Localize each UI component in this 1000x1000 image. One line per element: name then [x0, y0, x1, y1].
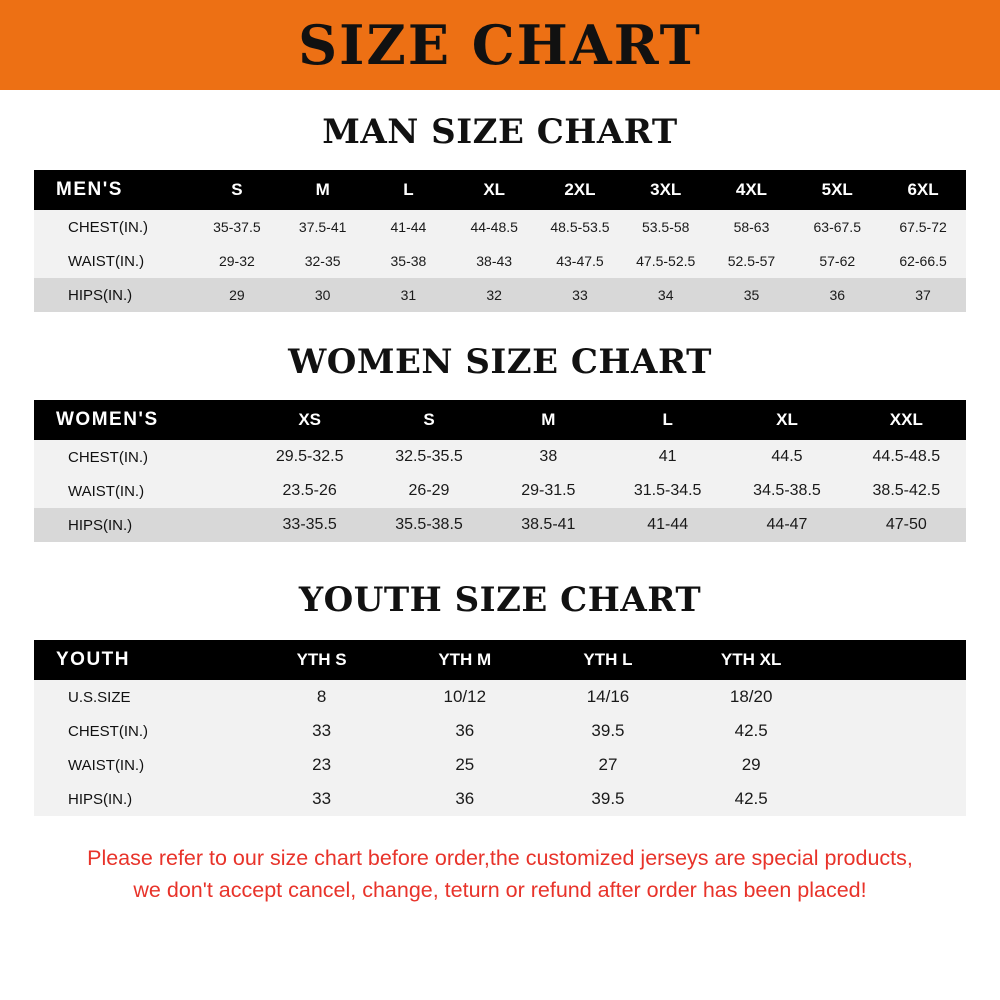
- man-chest-xl: 44-48.5: [470, 219, 518, 235]
- man-waist-l: 35-38: [390, 253, 427, 269]
- women-header-label: WOMEN'S: [56, 409, 159, 430]
- women-chest-s: 32.5-35.5: [395, 448, 463, 465]
- table-row: [34, 244, 966, 278]
- youth-ussize-l: 14/16: [586, 687, 630, 706]
- table-row: [34, 278, 966, 312]
- table-row: [34, 508, 966, 542]
- women-col-xs: XS: [298, 410, 321, 429]
- youth-table-header: [34, 640, 966, 680]
- man-table-body: [34, 210, 966, 312]
- women-waist-xl: 34.5-38.5: [753, 482, 821, 499]
- man-col-l: L: [403, 180, 414, 199]
- man-hips-4xl: 35: [743, 287, 760, 303]
- youth-table-body: [34, 680, 966, 816]
- women-hips-s: 35.5-38.5: [395, 516, 463, 533]
- man-row-label-chest: CHEST(IN.): [68, 218, 148, 236]
- man-col-m: M: [315, 180, 330, 199]
- youth-col-s: YTH S: [296, 650, 347, 669]
- man-col-4xl: 4XL: [735, 180, 768, 199]
- women-size-table: [34, 400, 966, 542]
- youth-hips-l: 39.5: [591, 789, 625, 808]
- women-table-wrap: [34, 400, 966, 542]
- women-chest-xxl: 44.5-48.5: [872, 448, 941, 465]
- man-waist-m: 32-35: [304, 253, 341, 269]
- man-col-2xl: 2XL: [564, 180, 596, 199]
- women-waist-s: 26-29: [408, 482, 450, 499]
- youth-hips-s: 33: [312, 789, 332, 808]
- youth-ussize-m: 10/12: [443, 687, 487, 706]
- youth-waist-m: 25: [455, 755, 475, 774]
- man-hips-s: 29: [229, 287, 245, 303]
- women-hips-xxl: 47-50: [885, 516, 927, 533]
- footer-note: [20, 842, 980, 907]
- women-row-label-chest: CHEST(IN.): [68, 448, 148, 466]
- man-table-header: [34, 170, 966, 210]
- youth-size-table: [34, 640, 966, 816]
- man-hips-2xl: 33: [572, 287, 588, 303]
- youth-cell-spacer: [823, 680, 966, 714]
- table-header-row: [34, 640, 966, 680]
- man-waist-4xl: 52.5-57: [727, 253, 776, 269]
- man-chest-3xl: 53.5-58: [641, 219, 690, 235]
- youth-header-label: YOUTH: [56, 649, 130, 670]
- women-waist-xxl: 38.5-42.5: [872, 482, 941, 499]
- man-col-5xl: 5XL: [821, 180, 853, 199]
- youth-row-label-hips: HIPS(IN.): [68, 790, 133, 808]
- man-chest-m: 37.5-41: [298, 219, 347, 235]
- man-waist-6xl: 62-66.5: [899, 253, 947, 269]
- man-chest-5xl: 63-67.5: [813, 219, 861, 235]
- man-hips-3xl: 34: [657, 287, 674, 303]
- man-col-xl: XL: [483, 180, 506, 199]
- man-waist-xl: 38-43: [476, 253, 513, 269]
- women-table-body: [34, 440, 966, 542]
- youth-hips-xl: 42.5: [734, 789, 768, 808]
- table-row: [34, 680, 966, 714]
- youth-waist-s: 23: [312, 755, 332, 774]
- women-hips-xl: 44-47: [766, 516, 808, 533]
- man-hips-xl: 32: [486, 287, 502, 303]
- women-chest-l: 41: [658, 448, 677, 465]
- youth-chest-l: 39.5: [591, 721, 625, 740]
- women-chest-xs: 29.5-32.5: [275, 448, 344, 465]
- man-header-label: MEN'S: [56, 179, 123, 200]
- women-row-label-waist: WAIST(IN.): [68, 482, 145, 500]
- table-row: [34, 474, 966, 508]
- women-col-m: M: [541, 410, 556, 429]
- table-row: [34, 748, 966, 782]
- women-col-xxl: XXL: [889, 410, 923, 429]
- man-hips-l: 31: [400, 287, 417, 303]
- youth-cell-spacer: [823, 782, 966, 816]
- footer-note-line-2: we don't accept cancel, change, teturn or refund after order has been placed!: [133, 878, 867, 903]
- man-hips-5xl: 36: [829, 287, 846, 303]
- table-row: [34, 210, 966, 244]
- table-header-row: [34, 400, 966, 440]
- man-waist-2xl: 43-47.5: [556, 253, 604, 269]
- women-col-s: S: [423, 410, 435, 429]
- women-chest-xl: 44.5: [771, 448, 803, 465]
- page-banner: [0, 0, 1000, 90]
- table-header-row: [34, 170, 966, 210]
- table-row: [34, 782, 966, 816]
- youth-waist-xl: 29: [741, 755, 761, 774]
- youth-row-label-chest: CHEST(IN.): [68, 722, 148, 740]
- section-title-youth: YOUTH SIZE CHART: [298, 580, 702, 620]
- women-hips-m: 38.5-41: [521, 516, 576, 533]
- footer-note-line-1: Please refer to our size chart before order,the customized jerseys are special products,: [87, 846, 913, 870]
- table-row: [34, 714, 966, 748]
- man-chest-s: 35-37.5: [213, 219, 261, 235]
- women-chest-m: 38: [539, 448, 558, 465]
- youth-hips-m: 36: [455, 789, 475, 808]
- women-hips-l: 41-44: [647, 516, 689, 533]
- youth-col-xl: YTH XL: [720, 650, 782, 669]
- youth-waist-l: 27: [598, 755, 618, 774]
- women-col-xl: XL: [776, 410, 798, 429]
- youth-chest-m: 36: [455, 721, 475, 740]
- women-hips-xs: 33-35.5: [282, 516, 337, 533]
- man-size-table: [34, 170, 966, 312]
- man-chest-2xl: 48.5-53.5: [550, 219, 610, 235]
- women-table-header: [34, 400, 966, 440]
- man-row-label-waist: WAIST(IN.): [68, 252, 145, 270]
- youth-table-wrap: [34, 640, 966, 816]
- man-hips-6xl: 37: [915, 287, 931, 303]
- man-col-3xl: 3XL: [650, 180, 682, 199]
- man-row-label-hips: HIPS(IN.): [68, 286, 133, 304]
- man-waist-3xl: 47.5-52.5: [636, 253, 696, 269]
- man-col-s: S: [231, 180, 243, 199]
- women-waist-xs: 23.5-26: [282, 482, 337, 499]
- youth-cell-spacer: [823, 748, 966, 782]
- youth-col-m: YTH M: [438, 650, 492, 669]
- man-waist-s: 29-32: [218, 253, 255, 269]
- youth-ussize-xl: 18/20: [729, 687, 773, 706]
- man-waist-5xl: 57-62: [819, 253, 856, 269]
- youth-ussize-s: 8: [316, 687, 327, 706]
- youth-row-label-waist: WAIST(IN.): [68, 756, 145, 774]
- women-col-l: L: [662, 410, 673, 429]
- women-row-label-hips: HIPS(IN.): [68, 516, 133, 534]
- women-waist-l: 31.5-34.5: [633, 482, 702, 499]
- page-title: SIZE CHART: [298, 13, 702, 77]
- youth-cell-spacer: [823, 714, 966, 748]
- man-hips-m: 30: [314, 287, 331, 303]
- youth-chest-xl: 42.5: [734, 721, 768, 740]
- man-chest-l: 41-44: [390, 219, 427, 235]
- youth-row-label-ussize: U.S.SIZE: [68, 688, 131, 706]
- youth-chest-s: 33: [312, 721, 332, 740]
- youth-col-l: YTH L: [583, 650, 633, 669]
- section-title-women: WOMEN SIZE CHART: [288, 342, 712, 382]
- man-chest-6xl: 67.5-72: [899, 219, 947, 235]
- women-waist-m: 29-31.5: [521, 482, 576, 499]
- table-row: [34, 440, 966, 474]
- man-col-6xl: 6XL: [907, 180, 939, 199]
- man-table-wrap: [34, 170, 966, 312]
- section-title-man: MAN SIZE CHART: [322, 112, 678, 152]
- man-chest-4xl: 58-63: [733, 219, 770, 235]
- youth-col-spacer: [823, 640, 966, 680]
